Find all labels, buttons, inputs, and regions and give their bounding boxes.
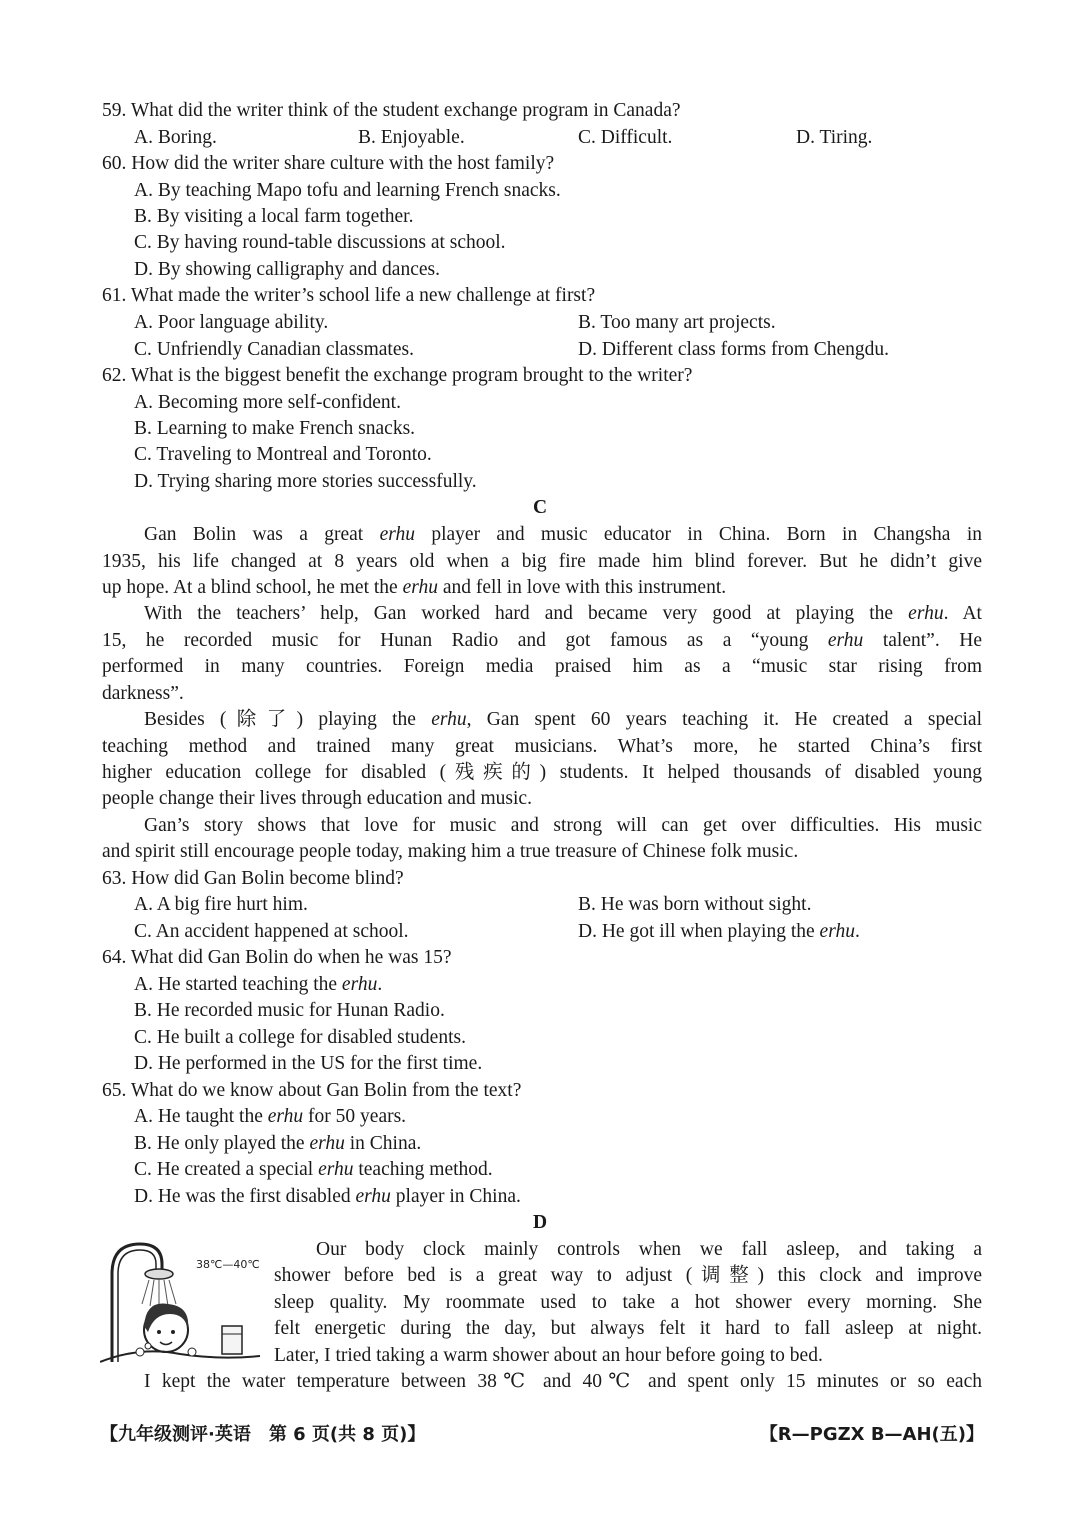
section-heading-d: D [532, 1212, 548, 1233]
passage-d-line: I kept the water temperature between 38℃ and 40℃ and spent only 15 minutes or so each [144, 1371, 982, 1392]
passage-c-line: up hope. At a blind school, he met the erhu and fell in love with this instrument. [102, 577, 727, 598]
option: A. Poor language ability. [134, 312, 329, 333]
option: A. He taught the erhu for 50 years. [134, 1106, 407, 1127]
option: A. A big fire hurt him. [134, 894, 308, 915]
option: C. He built a college for disabled students. [134, 1027, 466, 1048]
temperature-label: 38℃—40℃ [196, 1258, 260, 1271]
passage-d-line: felt energetic during the day, but always felt it hard to fall asleep at night. [274, 1318, 982, 1339]
option: C. By having round-table discussions at school. [134, 232, 506, 253]
footer-page-info: 【九年级测评·英语 第 6 页(共 8 页)】 [100, 1424, 426, 1445]
option: D. Trying sharing more stories successfully. [134, 471, 477, 492]
passage-c-line: darkness”. [102, 683, 184, 704]
question-59-stem: 59. What did the writer think of the student exchange program in Canada? [102, 100, 681, 121]
option: D. He was the first disabled erhu player in China. [134, 1186, 521, 1207]
option: D. He got ill when playing the erhu. [578, 921, 860, 942]
option: B. He recorded music for Hunan Radio. [134, 1000, 445, 1021]
option: B. He only played the erhu in China. [134, 1133, 422, 1154]
option: D. Different class forms from Chengdu. [578, 339, 890, 360]
option: C. He created a special erhu teaching method. [134, 1159, 493, 1180]
option: C. Traveling to Montreal and Toronto. [134, 444, 432, 465]
option: B. Learning to make French snacks. [134, 418, 416, 439]
question-64-stem: 64. What did Gan Bolin do when he was 15? [102, 947, 452, 968]
option: C. Unfriendly Canadian classmates. [134, 339, 414, 360]
question-65-stem: 65. What do we know about Gan Bolin from the text? [102, 1080, 522, 1101]
passage-c-line: Gan’s story shows that love for music and strong will can get over difficulties. His music [144, 815, 982, 836]
passage-d-line: shower before bed is a great way to adjust (调整) this clock and improve [274, 1265, 982, 1286]
footer-code: 【R—PGZX B—AH(五)】 [759, 1424, 984, 1445]
passage-c-line: and spirit still encourage people today, making him a true treasure of Chinese folk music. [102, 841, 799, 862]
passage-c-line: teaching method and trained many great musicians. What’s more, he started China’s first [102, 736, 982, 757]
passage-c-line: performed in many countries. Foreign media praised him as a “music star rising from [102, 656, 982, 677]
passage-c-line: Gan Bolin was a great erhu player and music educator in China. Born in Changsha in [144, 524, 982, 545]
passage-d-line: Our body clock mainly controls when we fall asleep, and taking a [316, 1239, 982, 1260]
passage-c-line: people change their lives through education and music. [102, 788, 532, 809]
option: B. Enjoyable. [358, 127, 465, 148]
option: A. Boring. [134, 127, 217, 148]
passage-d-line: sleep quality. My roommate used to take a hot shower every morning. She [274, 1292, 982, 1313]
option: A. He started teaching the erhu. [134, 974, 383, 995]
option: B. Too many art projects. [578, 312, 776, 333]
passage-c-line: Besides (除了) playing the erhu, Gan spent 60 years teaching it. He created a special [144, 709, 982, 730]
option: D. By showing calligraphy and dances. [134, 259, 440, 280]
question-60-stem: 60. How did the writer share culture with the host family? [102, 153, 555, 174]
question-63-stem: 63. How did Gan Bolin become blind? [102, 868, 404, 889]
passage-c-line: 1935, his life changed at 8 years old when a big fire made him blind forever. But he didn’t give [102, 551, 982, 572]
passage-c-line: higher education college for disabled (残疾的) students. It helped thousands of disabled young [102, 762, 982, 783]
option: C. Difficult. [578, 127, 673, 148]
passage-d-line: Later, I tried taking a warm shower about an hour before going to bed. [274, 1345, 823, 1366]
shower-illustration [100, 1234, 270, 1368]
option: A. By teaching Mapo tofu and learning French snacks. [134, 180, 561, 201]
question-61-stem: 61. What made the writer’s school life a new challenge at first? [102, 285, 596, 306]
option: C. An accident happened at school. [134, 921, 409, 942]
option: B. By visiting a local farm together. [134, 206, 414, 227]
passage-c-line: With the teachers’ help, Gan worked hard and became very good at playing the erhu. At [144, 603, 982, 624]
option: D. Tiring. [796, 127, 873, 148]
option: A. Becoming more self-confident. [134, 392, 401, 413]
section-heading-c: C [532, 497, 548, 518]
passage-c-line: 15, he recorded music for Hunan Radio and got famous as a “young erhu talent”. He [102, 630, 982, 651]
option: B. He was born without sight. [578, 894, 812, 915]
question-62-stem: 62. What is the biggest benefit the exchange program brought to the writer? [102, 365, 693, 386]
option: D. He performed in the US for the first time. [134, 1053, 483, 1074]
